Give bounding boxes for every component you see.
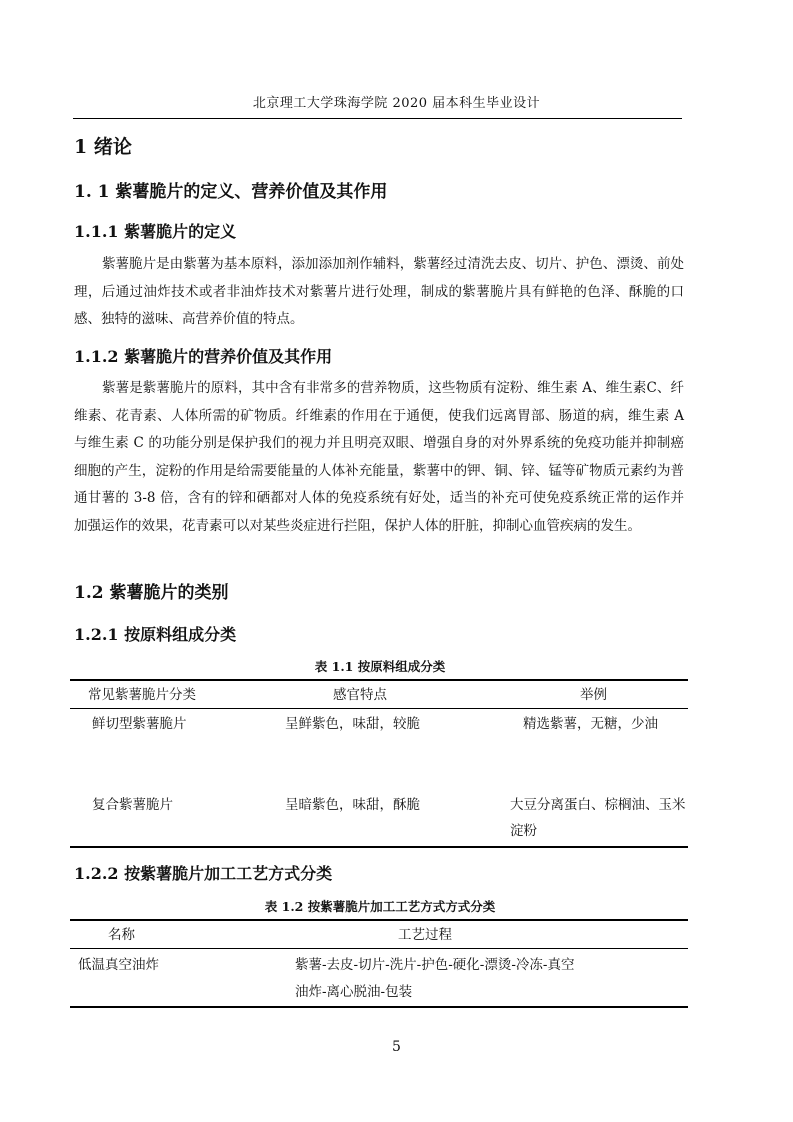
table-1-1-row1-example: 精选紫薯，无糖，少油 bbox=[523, 716, 658, 732]
table-1-2-caption: 表 1.2 按紫薯脆片加工工艺方式方式分类 bbox=[264, 899, 496, 914]
section-1-1-1-title: 1.1.1 紫薯脆片的定义 bbox=[74, 222, 237, 241]
nutrition-paragraph: 紫薯是紫薯脆片的原料，其中含有非常多的营养物质，这些物质有淀粉、维生素 A、维生素C、纤维素、花青素、人体所需的矿物质。纤维素的作用在于通便，使我们远离胃部、肠道的病，维生素 A 与维生素 C 的功能分别是保护我们的视力并且明亮双眼、增强自身的对外界系统的免疫功能并抑制癌细胞的产生，淀粉的作用是给需要能量的人体补充能量，紫薯中的钾、铜、锌、锰等矿物质元素约为普通甘薯的 3-8 倍，含有的锌和硒都对人体的免疫系统有好处，适当的补充可使免疫系统正常的运作并加强运作的效果，花青素可以对某些炎症进行拦阻，保护人体的肝脏，抑制心血管疾病的发生。 bbox=[74, 380, 684, 534]
table-1-1-header-rule bbox=[70, 708, 688, 709]
table-1-2-header-name: 名称 bbox=[108, 927, 135, 943]
table-1-2-top-rule bbox=[70, 919, 688, 921]
section-1-2-title: 1.2 紫薯脆片的类别 bbox=[74, 583, 229, 603]
table-1-1-row2-category: 复合紫薯脆片 bbox=[92, 797, 173, 813]
table-1-1-top-rule bbox=[70, 679, 688, 681]
header-divider bbox=[73, 118, 682, 119]
section-1-2-2-title: 1.2.2 按紫薯脆片加工工艺方式分类 bbox=[74, 864, 333, 883]
table-1-1-row2-example: 大豆分离蛋白、棕榈油、玉米淀粉 bbox=[510, 797, 686, 839]
table-1-1-row1-sensory: 呈鲜紫色，味甜，较脆 bbox=[285, 716, 420, 732]
table-1-1-caption: 表 1.1 按原料组成分类 bbox=[314, 659, 446, 674]
page-number: 5 bbox=[392, 1039, 401, 1055]
section-1-1-2-title: 1.1.2 紫薯脆片的营养价值及其作用 bbox=[74, 347, 333, 366]
chapter-title: 1 绪论 bbox=[74, 136, 132, 158]
table-1-2-bottom-rule bbox=[70, 1006, 688, 1008]
table-1-2-row1-name: 低温真空油炸 bbox=[78, 957, 159, 973]
table-1-1-header-sensory: 感官特点 bbox=[333, 687, 387, 703]
section-1-2-1-title: 1.2.1 按原料组成分类 bbox=[74, 625, 237, 644]
table-1-1-header-category: 常见紫薯脆片分类 bbox=[88, 687, 196, 703]
table-1-1-bottom-rule bbox=[70, 846, 688, 848]
table-1-2-row1-process: 紫薯-去皮-切片-洗片-护色-硬化-漂烫-冷冻-真空油炸-离心脱油-包装 bbox=[295, 957, 575, 1000]
table-1-1-row2-sensory: 呈暗紫色，味甜，酥脆 bbox=[285, 797, 420, 813]
table-1-2-header-process: 工艺过程 bbox=[398, 927, 452, 943]
page-header-title: 北京理工大学珠海学院 2020 届本科生毕业设计 bbox=[252, 96, 541, 111]
definition-paragraph: 紫薯脆片是由紫薯为基本原料，添加添加剂作辅料，紫薯经过清洗去皮、切片、护色、漂烫、前处理，后通过油炸技术或者非油炸技术对紫薯片进行处理，制成的紫薯脆片具有鲜艳的色泽、酥脆的口感、独特的滋味、高营养价值的特点。 bbox=[74, 256, 684, 328]
table-1-2-header-rule bbox=[70, 948, 688, 949]
section-1-1-title: 1. 1 紫薯脆片的定义、营养价值及其作用 bbox=[74, 182, 388, 202]
table-1-1-header-example: 举例 bbox=[580, 687, 607, 703]
table-1-1-row1-category: 鲜切型紫薯脆片 bbox=[92, 716, 187, 732]
